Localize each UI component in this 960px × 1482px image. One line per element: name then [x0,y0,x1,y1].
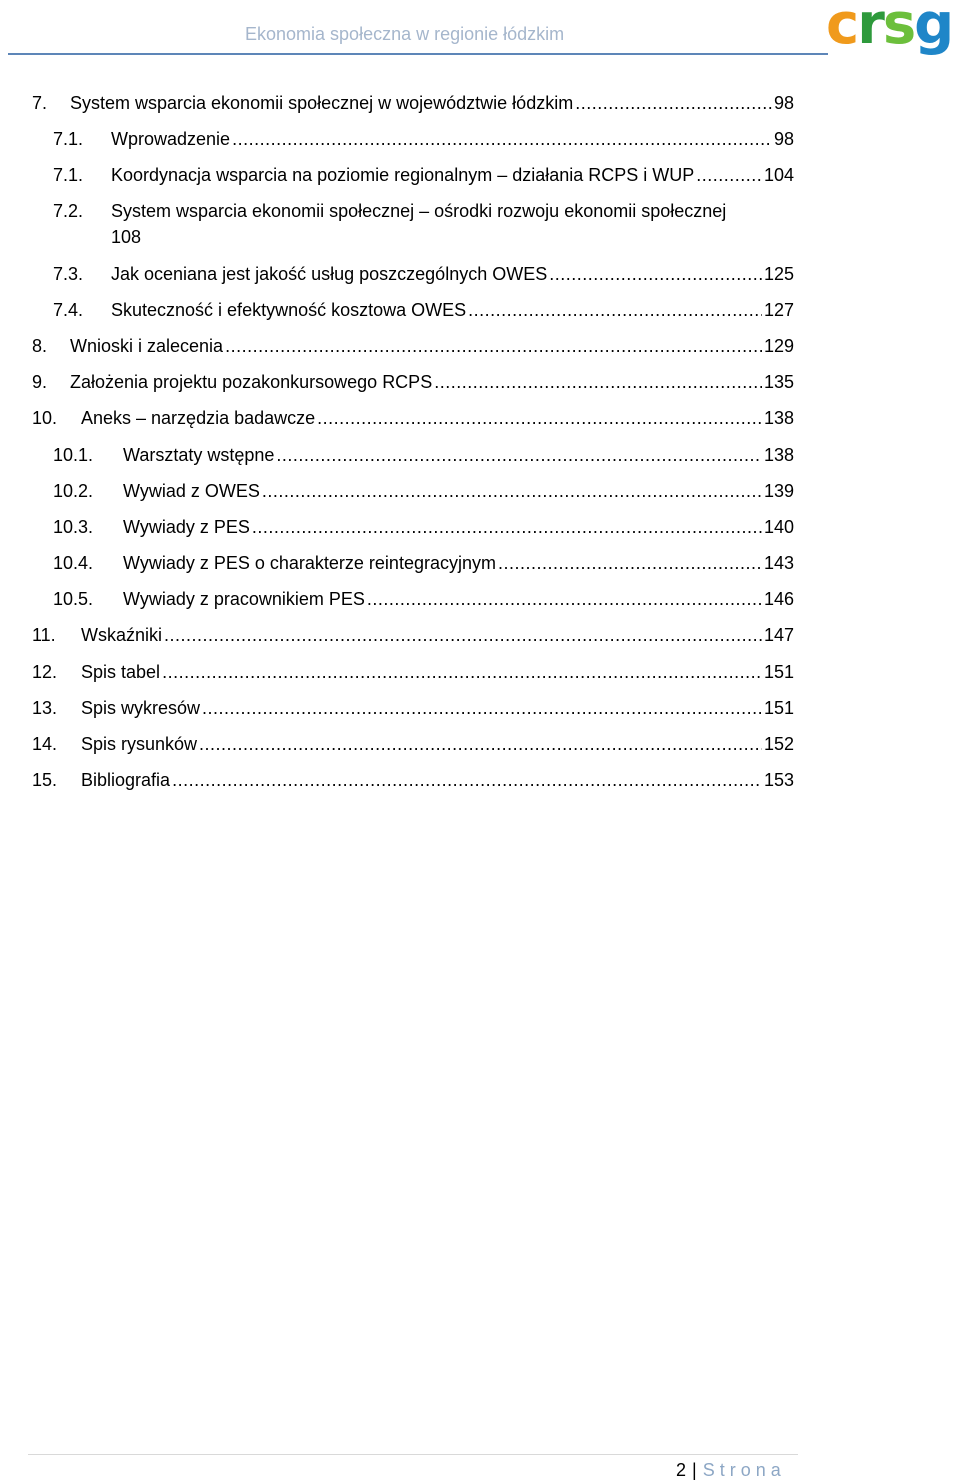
toc-leader [262,479,762,503]
toc-entry[interactable] [53,479,794,503]
toc-entry-number: 10.2. [53,481,94,501]
toc-leader [549,262,762,286]
toc-entry-title: Spis wykresów [81,698,201,718]
toc-entry-page: 127 [763,300,794,320]
toc-entry[interactable] [32,334,794,358]
toc-entry-page: 129 [763,336,794,356]
toc-entry-title: Wywiady z PES o charakterze reintegracyjnym [123,553,496,573]
toc-entry-page: 125 [763,264,794,284]
toc-entry-number: 13. [32,698,58,718]
toc-leader [162,660,762,684]
toc-entry-number: 10.5. [53,589,94,609]
toc-entry[interactable] [53,199,794,249]
toc-entry-number: 10. [32,408,58,428]
toc-leader [164,623,762,647]
toc-entry[interactable] [32,623,794,647]
toc-entry-number: 8. [32,336,48,356]
toc-entry-number: 7. [32,93,48,113]
toc-entry-title: Spis tabel [81,662,161,682]
toc-entry-page: 151 [763,698,794,718]
toc-entry-page: 138 [763,445,794,465]
toc-entry[interactable] [32,732,794,756]
toc-entry-title: System wsparcia ekonomii społecznej w województwie łódzkim [70,93,574,113]
toc-leader [172,768,762,792]
crsg-logo: crsg [826,0,953,57]
toc-entry-title: Koordynacja wsparcia na poziomie regionalnym – działania RCPS i WUP [111,165,695,185]
toc-entry-page: 140 [763,517,794,537]
toc-entry-page: 151 [763,662,794,682]
toc-entry-number: 12. [32,662,58,682]
toc-entry-number: 7.1. [53,165,84,185]
toc-entry-title: Spis rysunków [81,734,198,754]
toc-entry-title: Wywiady z pracownikiem PES [123,589,365,609]
toc-entry-page: 143 [763,553,794,573]
toc-entry-number: 7.4. [53,300,84,320]
toc-leader [468,298,762,322]
toc-entry-number: 9. [32,372,48,392]
footer-divider [28,1454,798,1455]
toc-entry-page: 104 [763,165,794,185]
toc-entry[interactable] [32,660,794,684]
toc-entry[interactable] [32,91,794,115]
page-label: Strona [702,1460,786,1480]
toc-leader [202,696,762,720]
toc-entry-page: 139 [763,481,794,501]
toc-entry[interactable] [53,298,794,322]
toc-leader [225,334,762,358]
toc-entry-title: Skuteczność i efektywność kosztowa OWES [111,300,467,320]
toc-entry-title: Założenia projektu pozakonkursowego RCPS [70,372,433,392]
toc-entry[interactable] [53,443,794,467]
toc-entry-title: Wprowadzenie [111,129,231,149]
toc-entry-title: System wsparcia ekonomii społecznej – ośrodki rozwoju ekonomii społecznej [111,201,727,221]
toc-entry-number: 10.3. [53,517,94,537]
toc-leader [498,551,762,575]
toc-entry-page: 152 [763,734,794,754]
toc-entry-title: Wywiad z OWES [123,481,260,501]
toc-entry[interactable] [32,406,794,430]
toc-leader [696,163,762,187]
toc-leader [434,370,762,394]
toc-leader [367,587,762,611]
footer-separator: | [692,1460,697,1480]
toc-entry[interactable] [53,127,794,151]
toc-entry-number: 10.1. [53,445,94,465]
toc-entry-title: Bibliografia [81,770,171,790]
toc-entry-page: 138 [763,408,794,428]
toc-leader [232,127,772,151]
toc-entry[interactable] [32,696,794,720]
toc-entry-number: 14. [32,734,58,754]
toc-entry-number: 7.2. [53,201,84,221]
toc-entry-title: Jak oceniana jest jakość usług poszczególnych OWES [111,264,548,284]
toc-entry-page: 135 [763,372,794,392]
header-divider [8,53,828,55]
toc-entry-page: 98 [773,129,794,149]
toc-entry-title: Wywiady z PES [123,517,250,537]
toc-entry[interactable] [32,768,794,792]
toc-entry[interactable] [53,163,794,187]
toc-entry[interactable] [53,551,794,575]
toc-entry-number: 10.4. [53,553,94,573]
toc-entry-title: Wnioski i zalecenia [70,336,224,356]
toc-leader [199,732,762,756]
page-footer [676,1458,786,1482]
toc-entry-number: 15. [32,770,58,790]
toc-entry-number: 7.1. [53,129,84,149]
header-title: Ekonomia społeczna w regionie łódzkim [245,24,565,44]
toc-entry-title: Wskaźniki [81,625,163,645]
toc-entry[interactable] [53,262,794,286]
toc-entry-title: Aneks – narzędzia badawcze [81,408,316,428]
page-number: 2 [676,1460,687,1480]
toc-entry-number: 7.3. [53,264,84,284]
toc-entry-page: 146 [763,589,794,609]
toc-entry-page: 108 [111,227,142,247]
toc-leader [575,91,772,115]
toc-entry-page: 98 [773,93,794,113]
toc-entry-page: 147 [763,625,794,645]
toc-entry-number: 11. [32,625,56,645]
toc-leader [276,443,762,467]
toc-entry[interactable] [53,587,794,611]
toc-entry[interactable] [53,515,794,539]
toc-entry-page: 153 [763,770,794,790]
toc-leader [252,515,762,539]
page-header [0,0,960,60]
toc-entry-title: Warsztaty wstępne [123,445,275,465]
toc-entry[interactable] [32,370,794,394]
toc-leader [317,406,762,430]
